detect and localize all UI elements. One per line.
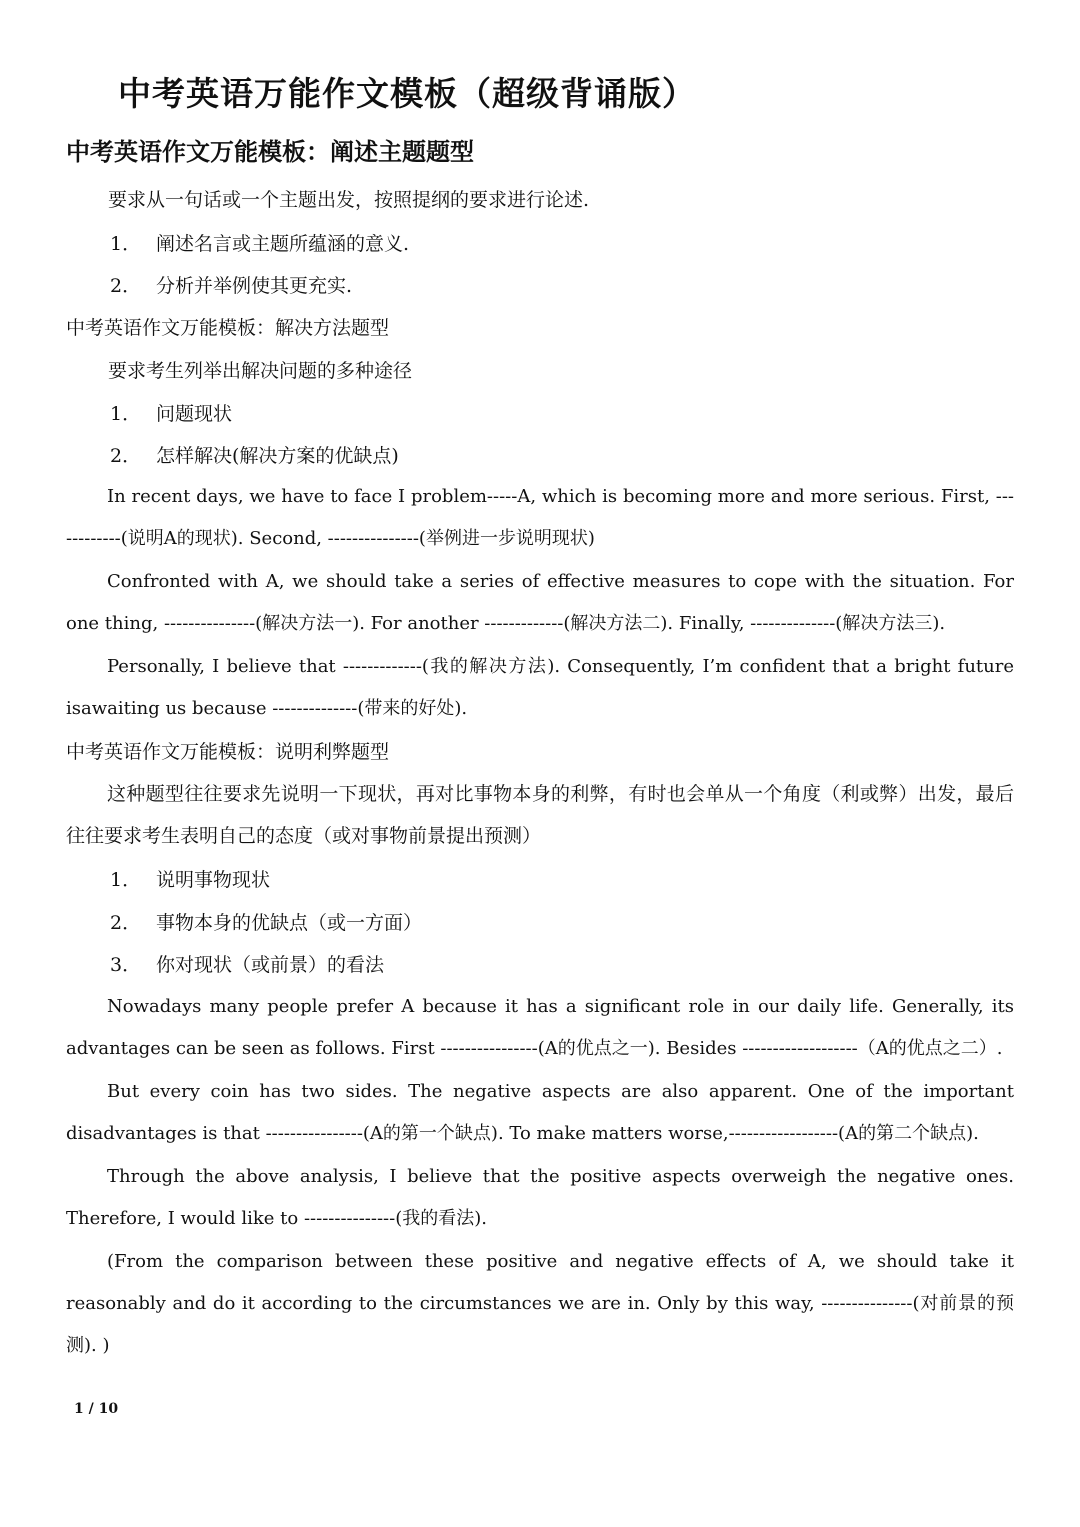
section1-item-2-num: 2． <box>110 275 142 297</box>
section3-heading: 中考英语作文万能模板：说明利弊题型 <box>66 741 390 763</box>
section2-paragraph-2: Confronted with A, we should take a series of effective measures to cope with the situation. For one thing, ---------------(解决方法一). For another -------------(解决方法二). Finally, --------------(解决方法三). <box>66 571 1014 634</box>
section3-paragraph-3: Through the above analysis, I believe that the positive aspects overweigh the negative ones. Therefore, I would like to ---------------(我的看法). <box>66 1166 1014 1229</box>
section3-item-1-text: 说明事物现状 <box>156 869 271 891</box>
section3-paragraph-4: (From the comparison between these positive and negative effects of A, we should take it reasonably and do it according to the circumstances we are in. Only by this way, ---------------(对前景的预测). ) <box>66 1251 1014 1356</box>
section2-paragraph-3: Personally, I believe that -------------(我的解决方法). Consequently, I’m confident that a bright future isawaiting us because --------------(带来的好处). <box>66 656 1014 719</box>
section1-intro: 要求从一句话或一个主题出发，按照提纲的要求进行论述. <box>108 189 590 211</box>
section3-item-1-num: 1． <box>110 869 142 891</box>
page-number: 1 / 10 <box>74 1401 119 1417</box>
section3-item-2-text: 事物本身的优缺点（或一方面） <box>156 912 423 934</box>
section1-item-1-text: 阐述名言或主题所蕴涵的意义. <box>156 233 410 255</box>
section2-paragraph-1: In recent days, we have to face I problem-----A, which is becoming more and more serious. First, ------------(说明A的现状). Second, ---------------(举例进一步说明现状) <box>66 486 1014 549</box>
section1-heading: 中考英语作文万能模板：阐述主题题型 <box>66 137 474 166</box>
section3-intro: 这种题型往往要求先说明一下现状，再对比事物本身的利弊，有时也会单从一个角度（利或弊）出发，最后往往要求考生表明自己的态度（或对事物前景提出预测） <box>66 783 1014 847</box>
document-title: 中考英语万能作文模板（超级背诵版） <box>118 74 696 113</box>
section1-item-1-num: 1． <box>110 233 142 255</box>
section2-intro: 要求考生列举出解决问题的多种途径 <box>108 360 413 382</box>
section1-item-2-text: 分析并举例使其更充实. <box>156 275 353 297</box>
section3-item-2-num: 2． <box>110 912 142 934</box>
section2-item-2-text: 怎样解决(解决方案的优缺点) <box>156 445 399 467</box>
section3-item-3-num: 3． <box>110 954 142 976</box>
section2-heading: 中考英语作文万能模板：解决方法题型 <box>66 317 390 339</box>
section3-paragraph-1: Nowadays many people prefer A because it has a significant role in our daily life. Generally, its advantages can be seen as follows. First ----------------(A的优点之一). Besides -------------------（A的优点之二）. <box>66 996 1014 1059</box>
section3-paragraph-2: But every coin has two sides. The negative aspects are also apparent. One of the important disadvantages is that ----------------(A的第一个缺点). To make matters worse,------------------(A的第二个缺点). <box>66 1081 1014 1144</box>
section3-item-3-text: 你对现状（或前景）的看法 <box>156 954 385 976</box>
section2-item-1-text: 问题现状 <box>156 403 233 425</box>
section2-item-1-num: 1． <box>110 403 142 425</box>
section2-item-2-num: 2． <box>110 445 142 467</box>
